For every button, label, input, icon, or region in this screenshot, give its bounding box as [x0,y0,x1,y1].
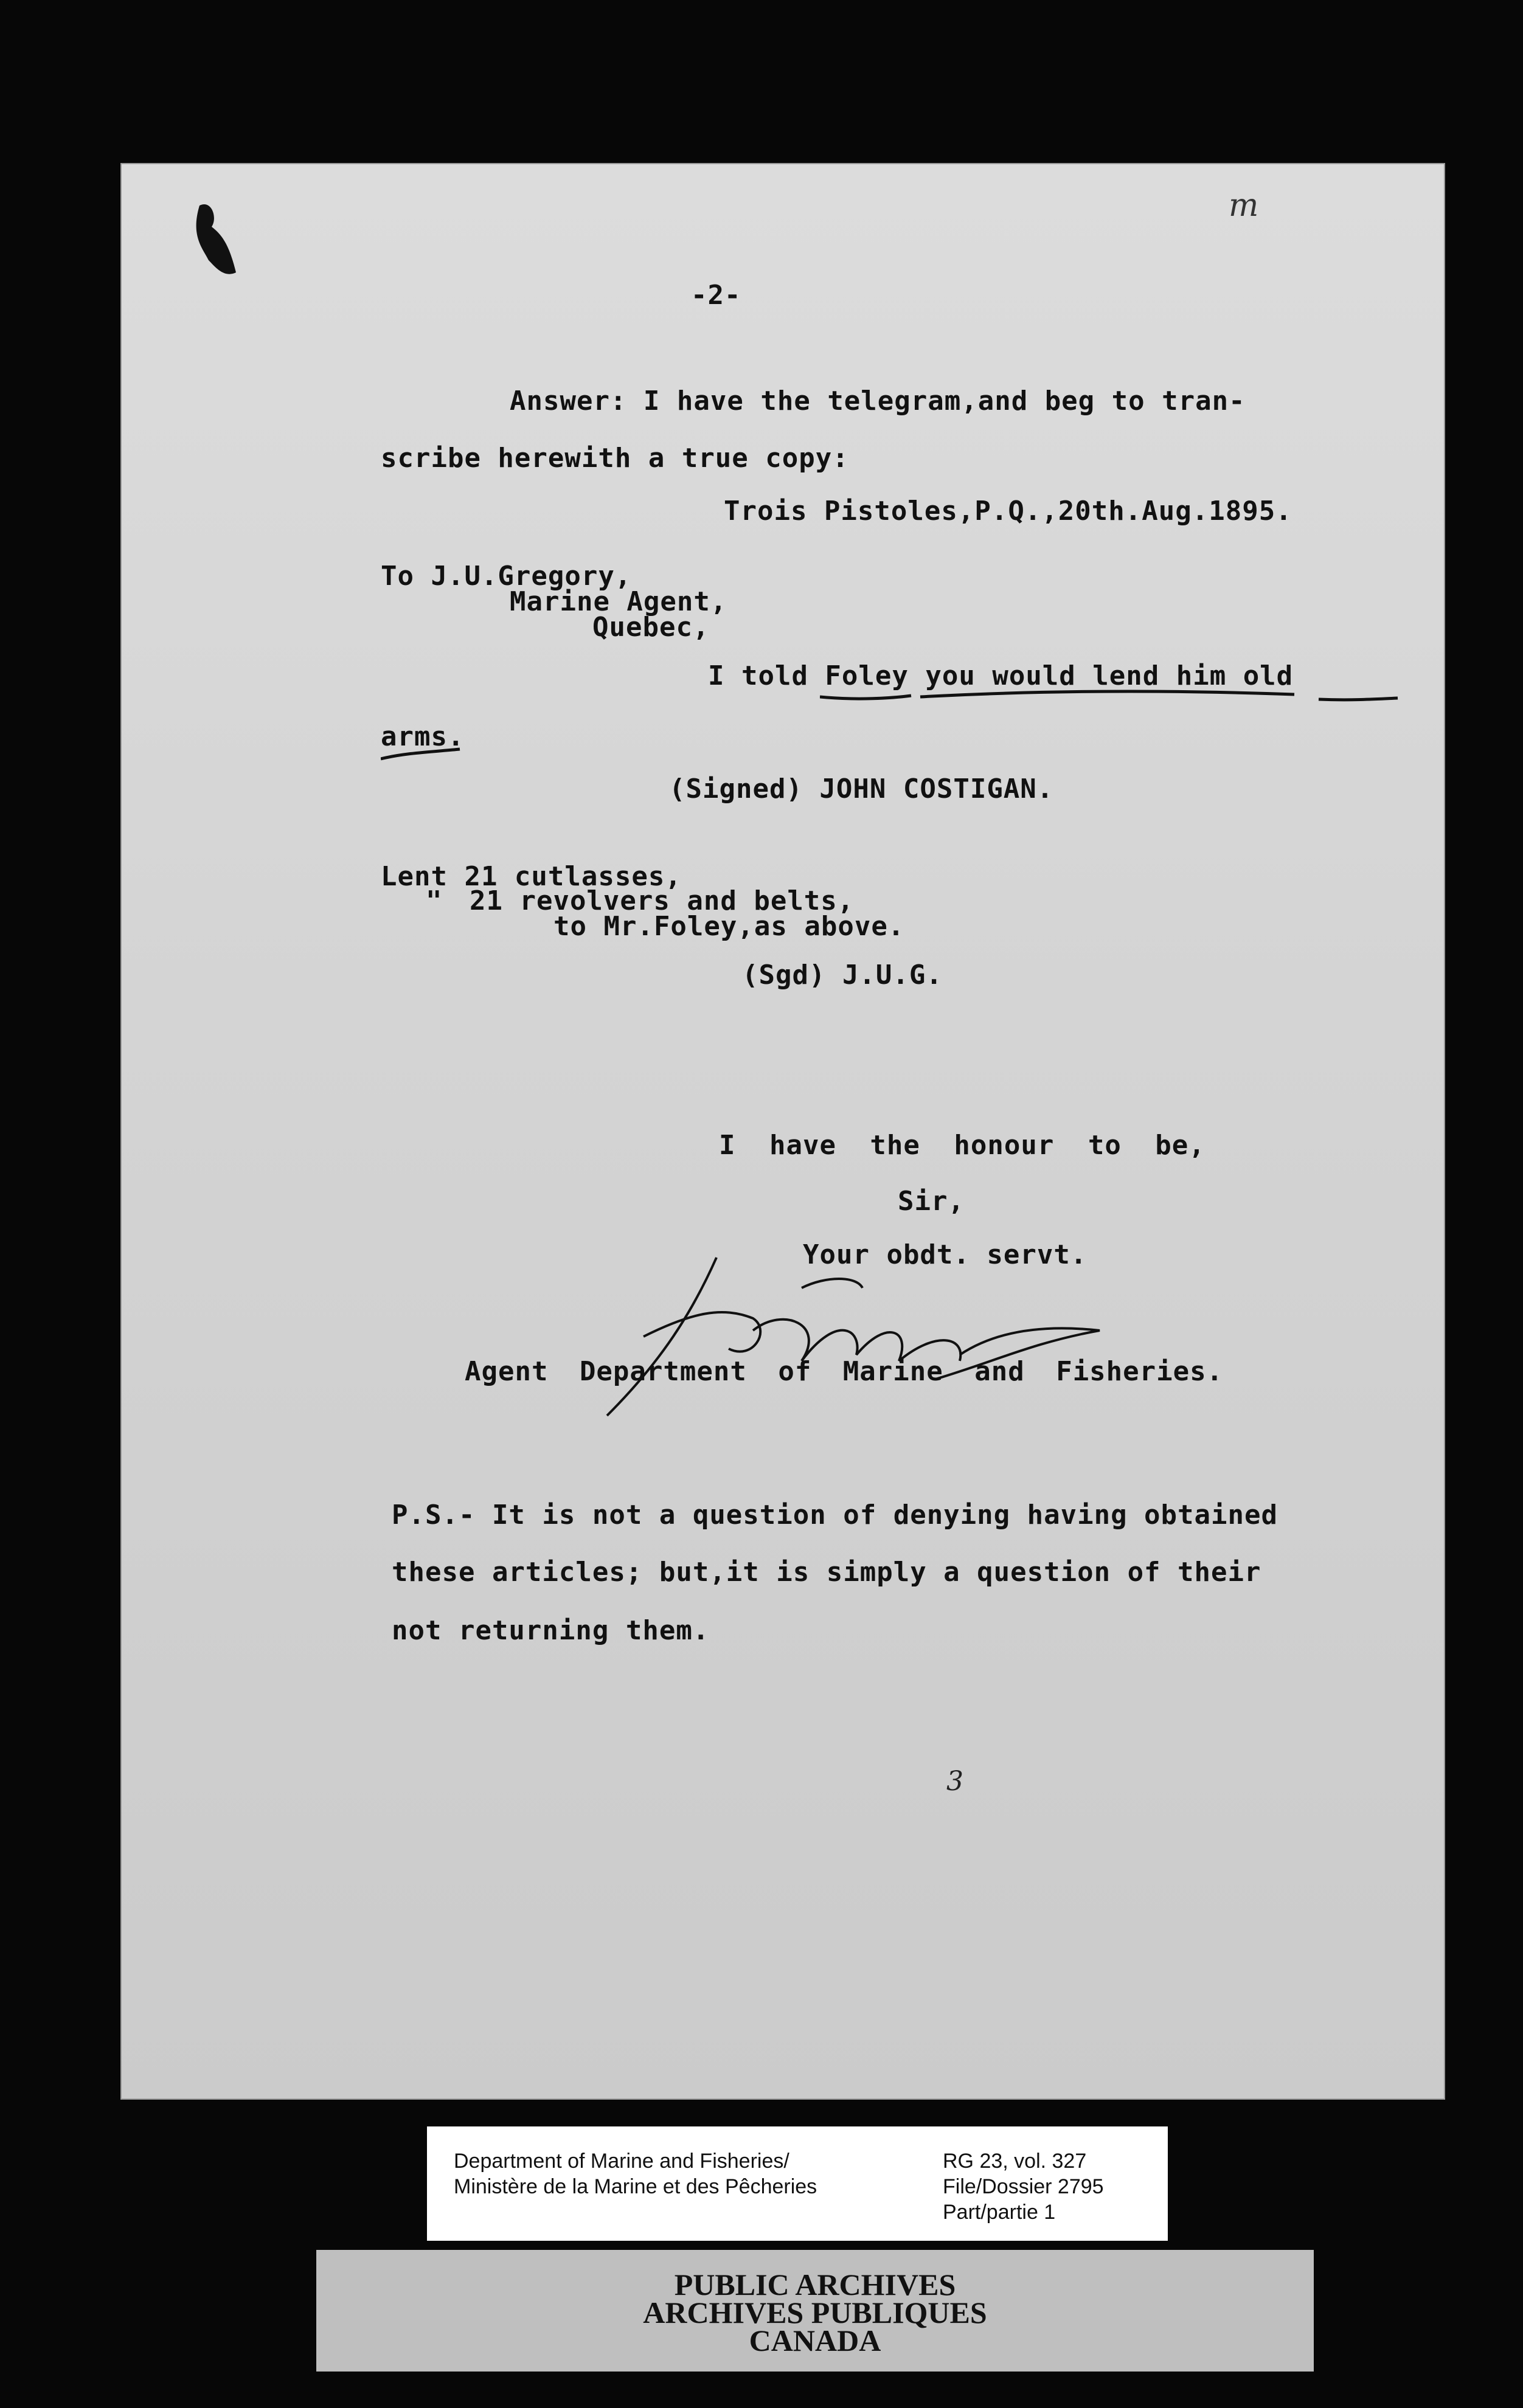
archive-label [427,2126,1168,2241]
label-department-fr: Ministère de la Marine et des Pêcheries [454,2175,817,2198]
label-reference: RG 23, vol. 327 [943,2150,1087,2173]
closing-line-1: I have the honour to be, [719,1130,1206,1161]
telegram-body-line-2: arms. [381,721,465,752]
agent-title: Agent Department of Marine and Fisheries. [465,1356,1224,1387]
closing-line-3: Your obdt. servt. [803,1239,1088,1270]
stamp-line-1: PUBLIC ARCHIVES [674,2268,956,2302]
telegram-signed: (Signed) JOHN COSTIGAN. [669,773,1054,804]
lent-line-2: 21 revolvers and belts, [470,885,855,916]
label-department-en: Department of Marine and Fisheries/ [454,2150,789,2173]
answer-line-2: scribe herewith a true copy: [381,443,849,474]
addressee-line-1: To J.U.Gregory, [381,561,632,592]
page-number: -2- [691,280,741,311]
telegram-body-line-1: I told Foley you would lend him old [708,660,1294,691]
lent-line-3: to Mr.Foley,as above. [553,911,905,942]
answer-line-1: Answer: I have the telegram,and beg to tran- [510,386,1246,417]
stamp-line-3: CANADA [749,2323,881,2358]
addressee-line-2: Marine Agent, [510,586,727,617]
lent-ditto-mark: " [426,885,443,916]
page-mark: 3 [946,1766,963,1797]
handwritten-signature [571,1239,1106,1440]
lent-signed: (Sgd) J.U.G. [742,960,943,991]
corner-handwritten-mark: m [1229,187,1259,224]
telegram-origin: Trois Pistoles,P.Q.,20th.Aug.1895. [724,496,1292,527]
lent-line-1: Lent 21 cutlasses, [381,861,682,892]
ps-line-3: not returning them. [392,1615,710,1646]
underline-marks [820,686,1404,710]
label-file: File/Dossier 2795 [943,2175,1104,2198]
ps-line-1: P.S.- It is not a question of denying having obtained [392,1500,1278,1531]
ink-blot [187,199,242,291]
addressee-line-3: Quebec, [592,612,710,643]
stamp-line-2: ARCHIVES PUBLIQUES [643,2296,987,2330]
archive-stamp [316,2250,1314,2372]
label-part: Part/partie 1 [943,2201,1056,2224]
closing-line-2: Sir, [898,1186,965,1217]
document-page [120,163,1445,2100]
ps-line-2: these articles; but,it is simply a question of their [392,1557,1261,1588]
underline-arms [381,747,466,765]
